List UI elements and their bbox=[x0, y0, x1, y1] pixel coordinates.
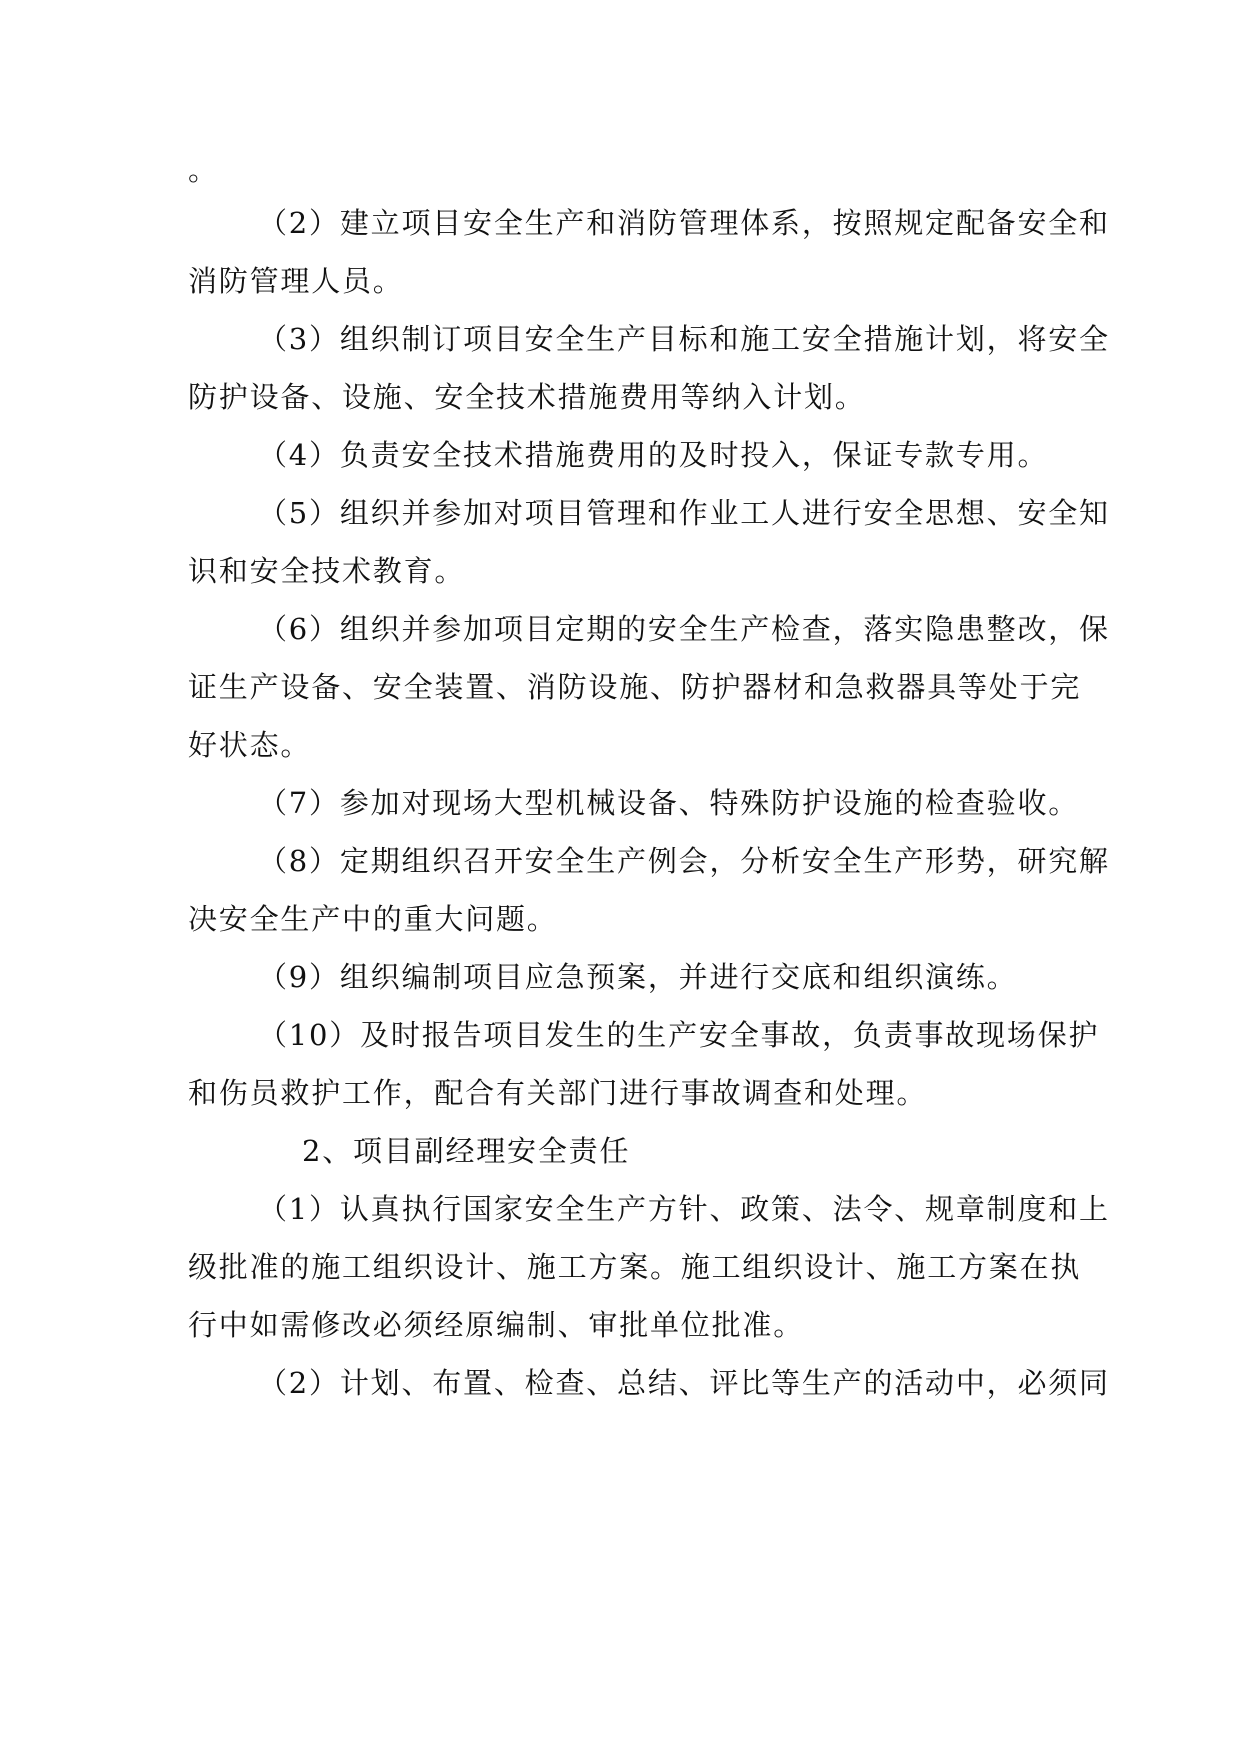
paragraph-8-line-1: （8）定期组织召开安全生产例会，分析安全生产形势，研究解 bbox=[258, 844, 1110, 878]
paragraph-10-line-1: （10）及时报告项目发生的生产安全事故，负责事故现场保护 bbox=[258, 1018, 1100, 1052]
paragraph-2-line-1: （2）建立项目安全生产和消防管理体系，按照规定配备安全和 bbox=[258, 206, 1110, 240]
paragraph-2-line-2: 消防管理人员。 bbox=[188, 264, 404, 298]
paragraph-5-line-2: 识和安全技术教育。 bbox=[188, 554, 466, 588]
paragraph-1-line-3: 行中如需修改必须经原编制、审批单位批准。 bbox=[188, 1308, 805, 1342]
paragraph-2b-line-1: （2）计划、布置、检查、总结、评比等生产的活动中，必须同 bbox=[258, 1366, 1110, 1400]
paragraph-1-line-1: （1）认真执行国家安全生产方针、政策、法令、规章制度和上 bbox=[258, 1192, 1110, 1226]
paragraph-5-line-1: （5）组织并参加对项目管理和作业工人进行安全思想、安全知 bbox=[258, 496, 1110, 530]
paragraph-3-line-2: 防护设备、设施、安全技术措施费用等纳入计划。 bbox=[188, 380, 866, 414]
paragraph-8-line-2: 决安全生产中的重大问题。 bbox=[188, 902, 558, 936]
section-heading: 2、项目副经理安全责任 bbox=[302, 1134, 631, 1168]
paragraph-7-line-1: （7）参加对现场大型机械设备、特殊防护设施的检查验收。 bbox=[258, 786, 1080, 820]
paragraph-9-line-1: （9）组织编制项目应急预案，并进行交底和组织演练。 bbox=[258, 960, 1018, 994]
paragraph-4-line-1: （4）负责安全技术措施费用的及时投入，保证专款专用。 bbox=[258, 438, 1049, 472]
paragraph-6-line-1: （6）组织并参加项目定期的安全生产检查，落实隐患整改，保 bbox=[258, 612, 1110, 646]
paragraph-6-line-2: 证生产设备、安全装置、消防设施、防护器材和急救器具等处于完 bbox=[188, 670, 1082, 704]
paragraph-1-line-2: 级批准的施工组织设计、施工方案。施工组织设计、施工方案在执 bbox=[188, 1250, 1082, 1284]
paragraph-10-line-2: 和伤员救护工作，配合有关部门进行事故调查和处理。 bbox=[188, 1076, 928, 1110]
paragraph-6-line-3: 好状态。 bbox=[188, 728, 312, 762]
paragraph-3-line-1: （3）组织制订项目安全生产目标和施工安全措施计划，将安全 bbox=[258, 322, 1110, 356]
text-line-fragment: 。 bbox=[188, 153, 219, 187]
